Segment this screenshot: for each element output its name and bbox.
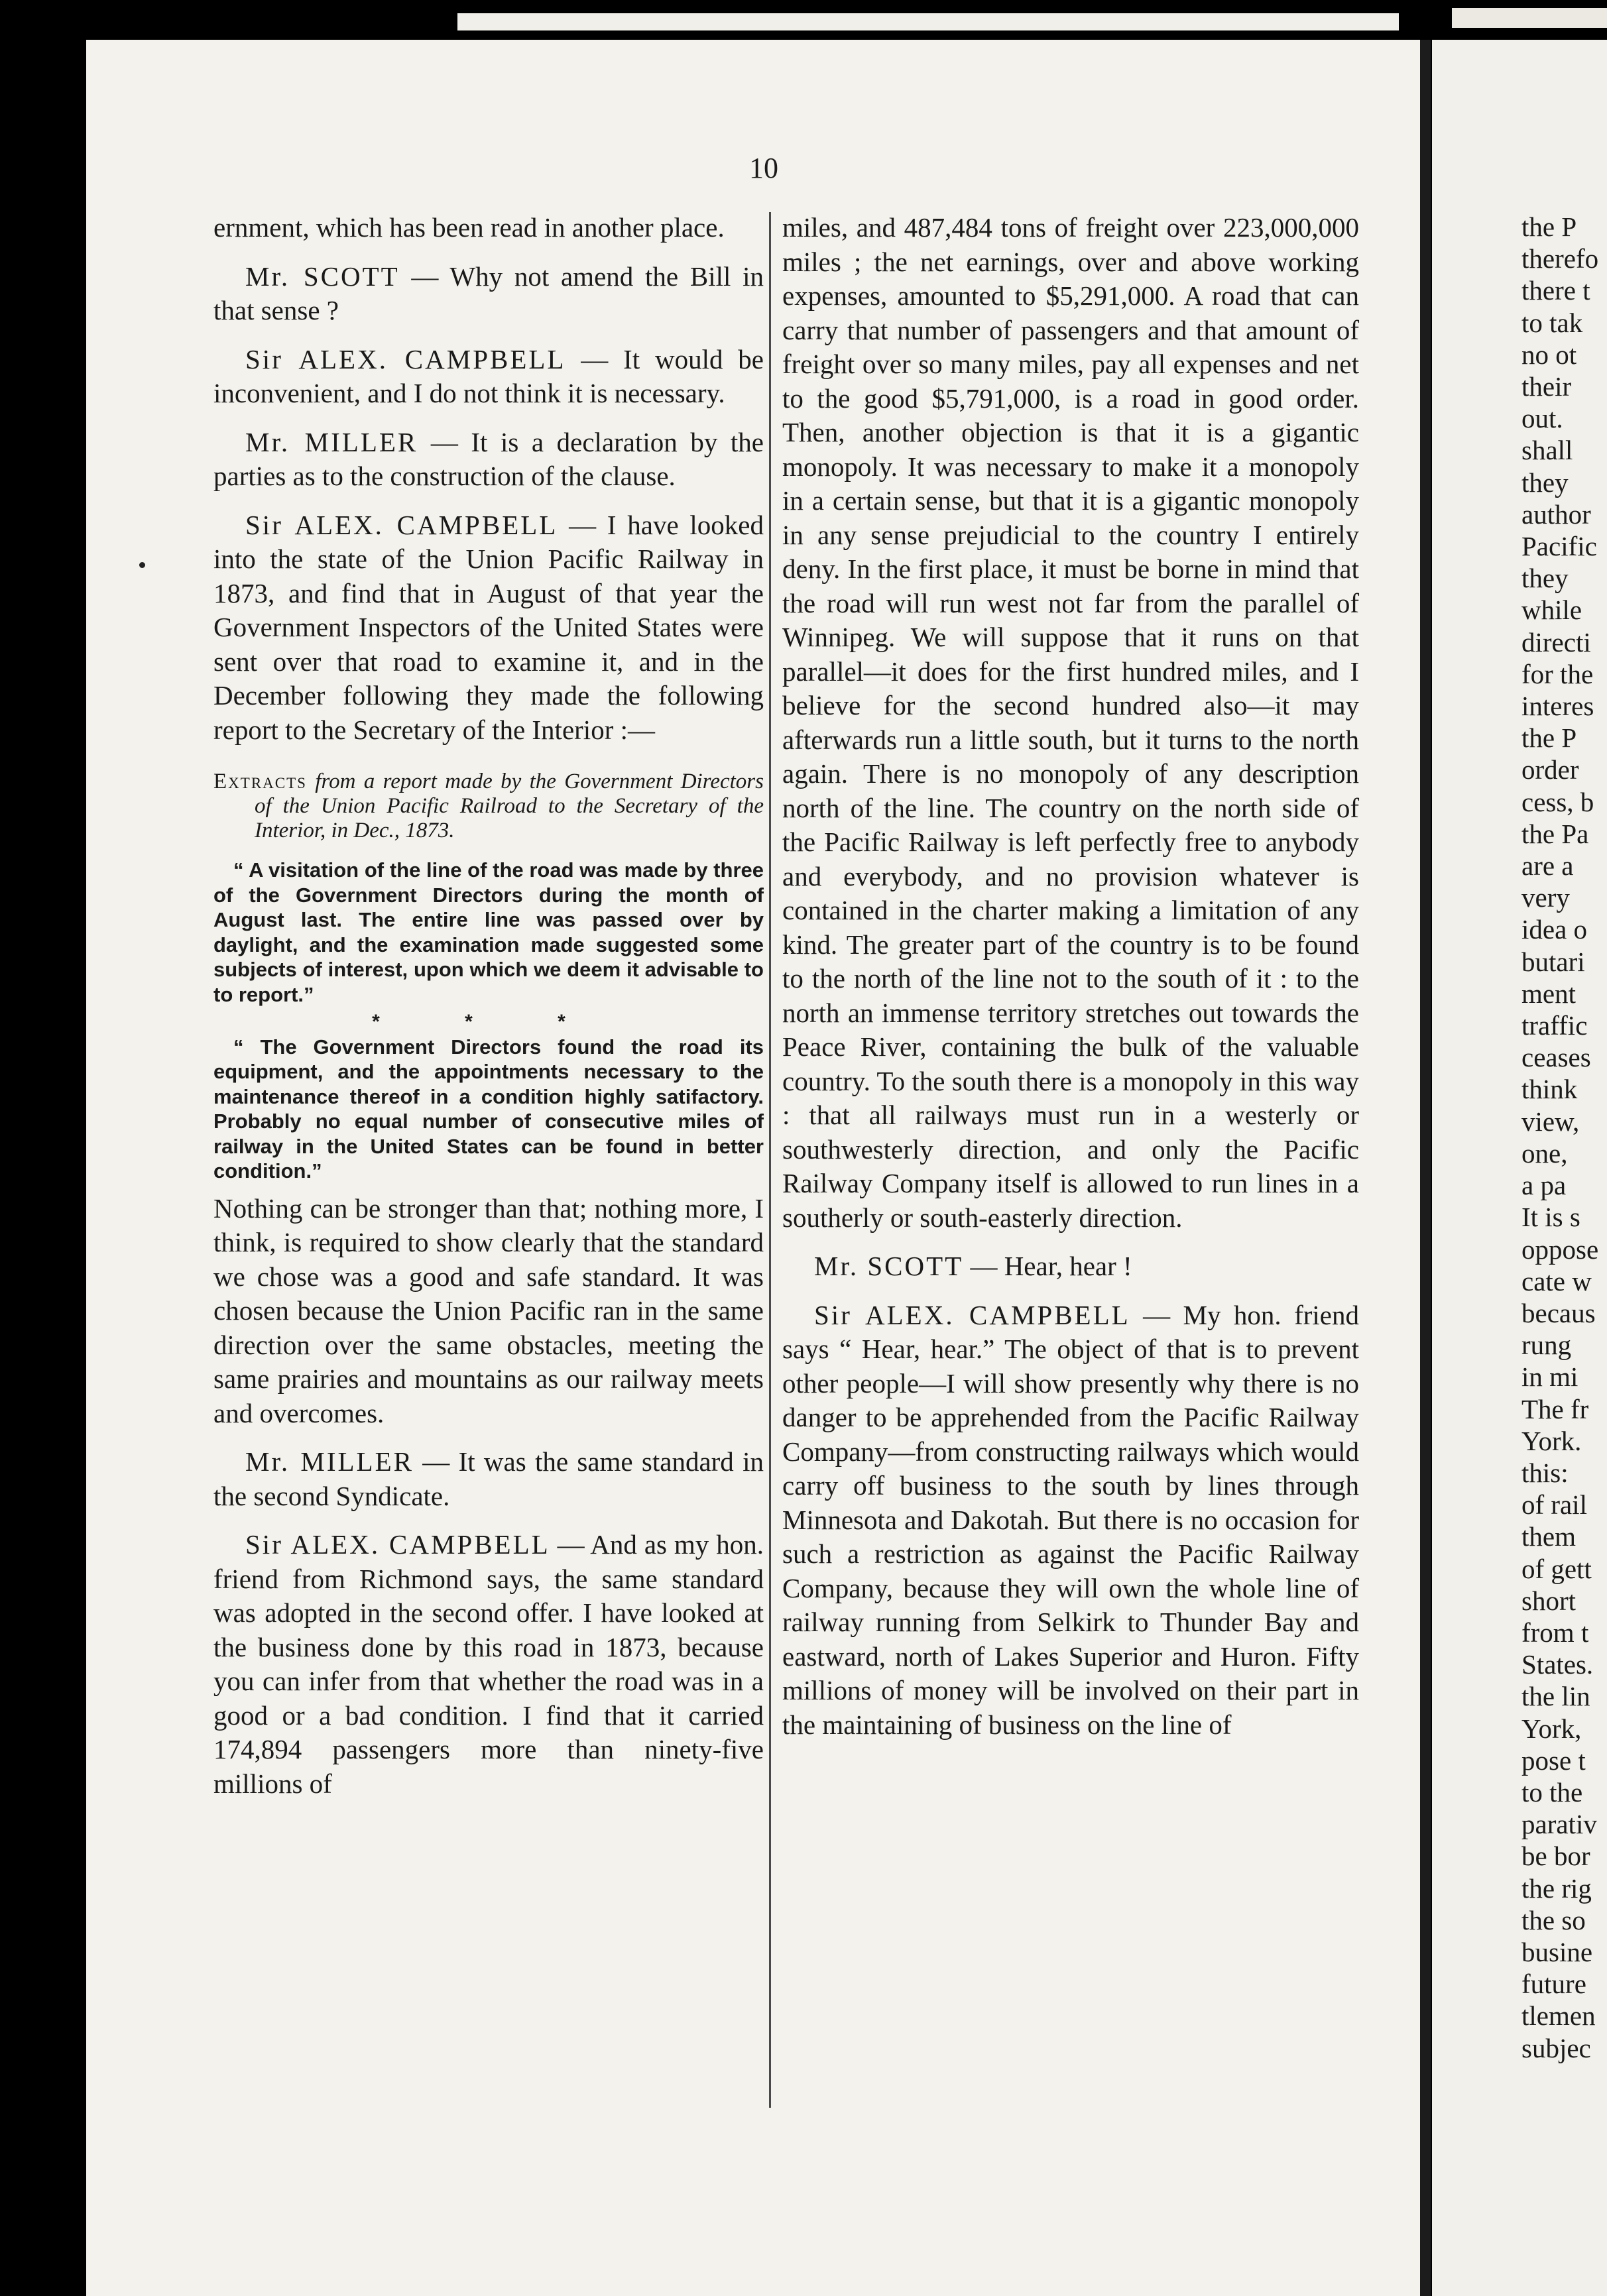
speech-text: — Hear, hear ! [963,1251,1132,1281]
fragment-line: subjec [1521,2032,1591,2063]
fragment-line: oppose [1521,1234,1599,1265]
fragment-line: The fr [1521,1393,1589,1424]
speech-text: — It is a declaration by the parties as to the construction of the clause. [213,426,764,491]
fragment-line: for the [1521,658,1594,689]
fragment-line: be bor [1521,1841,1590,1872]
speaker-name: Mr. MILLER [245,1446,414,1477]
fragment-line: ment [1521,978,1576,1009]
fragment-line: the lin [1521,1681,1590,1712]
speech [782,1249,1359,1284]
fragment-line: view, [1521,1106,1580,1137]
speech-text: — It was the same standard in the second Syndicate. [213,1446,764,1511]
fragment-line: idea o [1521,914,1588,945]
fragment-line: there t [1521,275,1590,306]
speech [213,508,764,748]
speech-text: — My hon. friend says “ Hear, hear.” The object of that is to prevent other people—I will show presently why there is no danger to be apprehended from the Pacific Railway Company—from constructing railways which would carry off business to the south by lines through Minnesota and Dakotah. But there is no occasion for such a restriction as against the Pacific Railway Company, because they will own the whole line of railway running from Selkirk to Thunder Bay and eastward, north of Lakes Superior and Huron. Fifty millions of money will be involved on their part in the maintaining of business on the line of [782,1299,1359,1740]
top-paper-strip [457,13,1399,30]
speaker-name: Mr. SCOTT [245,260,400,292]
fragment-line: a pa [1521,1170,1567,1201]
fragment-line: traffic [1521,1010,1588,1041]
right-column [782,211,1359,1756]
fragment-line: the P [1521,722,1577,754]
fragment-line: becaus [1521,1297,1596,1328]
fragment-line: cess, b [1521,786,1594,817]
fragment-line: from t [1521,1617,1589,1648]
fragment-line: York, [1521,1713,1582,1744]
column-divider [769,212,771,2108]
fragment-line: of rail [1521,1489,1588,1521]
speech-text: — I have looked into the state of the Union Pacific Railway in 1873, and find that in August of that year the Government Inspectors of the United States were sent over that road to examine it, and in the December following they made the following report to the Secretary of the Interior :— [213,509,764,745]
left-column [213,211,764,1815]
quote-paragraph: “ A visitation of the line of the road was made by three of the Government Directors during the month of August last. The entire line was passed over by daylight, and the examination made suggested some subjects of interest, upon which we deem it advisable to to report.” [213,858,764,1006]
fragment-line: to tak [1521,307,1583,338]
paragraph: miles, and 487,484 tons of freight over 223,000,000 miles ; the net earnings, over and above working expenses, amounted to $5,291,000. A road that can carry that number of passengers and that amount of freight over so many miles, pay all expenses and net to the good $5,791,000, is a road in good order. Then, another objection is that it is a gigantic monopoly. It was necessary to make it a monopoly in a certain sense, but that it is a gigantic monopoly in any sense prejudicial to the country I entirely deny. In the first place, it must be borne in mind that the road will run west not far from the parallel of Winnipeg. We will suppose that it runs on that parallel—it does for the first hundred miles, and I believe for the second hundred also—it may afterwards run a little south, but it turns to the north again. There is no monopoly of any description north of the line. The country on the north side of the Pacific Railway is left perfectly free to anybody and everybody, and no provision whatever is contained in the charter making a limitation of any kind. The greater part of the country is to be found to the north of the line not to the south of it : to the north an immense territory stretches out towards the Peace River, containing the bulk of the valuable country. To the south there is a monopoly in this way : that all railways must run in a westerly or southwesterly direction, and only the Pacific Railway Company itself is allowed to run lines in a southerly or south-easterly direction. [782,212,1359,1233]
fragment-line: It is s [1521,1202,1580,1233]
fragment-line: States. [1521,1649,1594,1680]
fragment-line: the so [1521,1904,1586,1935]
fragment-line: them [1521,1521,1576,1552]
fragment-line: author [1521,498,1591,530]
fragment-line: ceases [1521,1042,1591,1073]
fragment-line: they [1521,563,1569,594]
fragment-line: shall [1521,435,1573,466]
speaker-name: Sir ALEX. CAMPBELL [245,1529,550,1560]
fragment-line: Pacific [1521,531,1597,562]
paragraph: Nothing can be stronger than that; nothing more, I think, is required to show clearly that the standard we chose was a good and safe standard. It was chosen because the Union Pacific ran in the same direction over the same obstacles, meeting the same prairies and mountains as our railway meets and overcomes. [213,1192,764,1428]
extract-title: from a report made by the Government Directors of the Union Pacific Railroad to the Secretary of the Interior, in Dec., 1873. [255,770,764,842]
fragment-line: they [1521,467,1569,498]
paragraph: ernment, which has been read in another place. [213,212,725,243]
fragment-line: directi [1521,626,1591,658]
fragment-line: parativ [1521,1809,1597,1840]
fragment-line: tlemen [1521,2000,1596,2032]
fragment-line: while [1521,595,1582,626]
fragment-line: very [1521,882,1570,913]
speaker-name: Sir ALEX. CAMPBELL [245,509,558,540]
fragment-line: no ot [1521,339,1577,370]
fragment-line: order [1521,754,1579,785]
speaker-name: Mr. SCOTT [814,1251,964,1281]
fragment-line: the Pa [1521,818,1589,849]
fragment-line: are a [1521,850,1574,882]
ellipsis-stars: * * * [372,1011,605,1033]
speech [213,1528,764,1801]
quote-paragraph: “ The Government Directors found the road its equipment, and the appointments necessary to the maintenance thereof in a condition highly satifactory. Probably no equal number of consecutive miles of railway in the United States can be found in better condition.” [213,1035,764,1182]
fragment-line: cate w [1521,1265,1592,1296]
fragment-line: one, [1521,1137,1568,1169]
fragment-line: busine [1521,1936,1593,1967]
fragment-line: butari [1521,946,1585,977]
fragment-line: York. [1521,1425,1582,1456]
fragment-line: rung [1521,1330,1572,1361]
fragment-line: the P [1521,211,1577,242]
fragment-line: of gett [1521,1553,1592,1584]
speech-text: — And as my hon. friend from Richmond says, the same standard was adopted in the second offer. I have looked at the business done by this road in 1873, because you can infer from that whether the road was in a good or a bad condition. I find that it carried 174,894 passengers more than ninety-five millions of [213,1529,764,1799]
ink-speck [139,562,145,568]
speech [782,1298,1359,1743]
page-number: 10 [749,152,778,184]
speech-text: — It would be inconvenient, and I do not think it is necessary. [213,343,764,408]
speech [213,343,764,411]
fragment-line: the rig [1521,1872,1592,1904]
fragment-line: in mi [1521,1361,1578,1393]
fragment-line: short [1521,1585,1576,1616]
speech-text: — Why not amend the Bill in that sense ? [213,260,764,325]
page-gutter [1420,40,1431,2296]
fragment-line: to the [1521,1776,1583,1808]
next-page-text-fragments [1521,211,1607,2064]
fragment-line: think [1521,1074,1578,1105]
speaker-name: Sir ALEX. CAMPBELL [245,343,566,374]
speaker-name: Sir ALEX. CAMPBELL [814,1299,1130,1330]
fragment-line: out. [1521,403,1563,434]
speech [213,1445,764,1513]
top-paper-strip-right [1452,8,1607,28]
fragment-line: this: [1521,1457,1569,1488]
fragment-line: pose t [1521,1745,1586,1776]
fragment-line: their [1521,371,1572,402]
fragment-line: interes [1521,691,1594,722]
speech [213,260,764,328]
speech [213,426,764,494]
quoted-report [213,858,764,1184]
fragment-line: therefo [1521,243,1599,274]
fragment-line: future [1521,1969,1586,2000]
extract-lead: Extracts [213,770,307,793]
extract-heading [213,770,764,843]
speaker-name: Mr. MILLER [245,426,418,457]
